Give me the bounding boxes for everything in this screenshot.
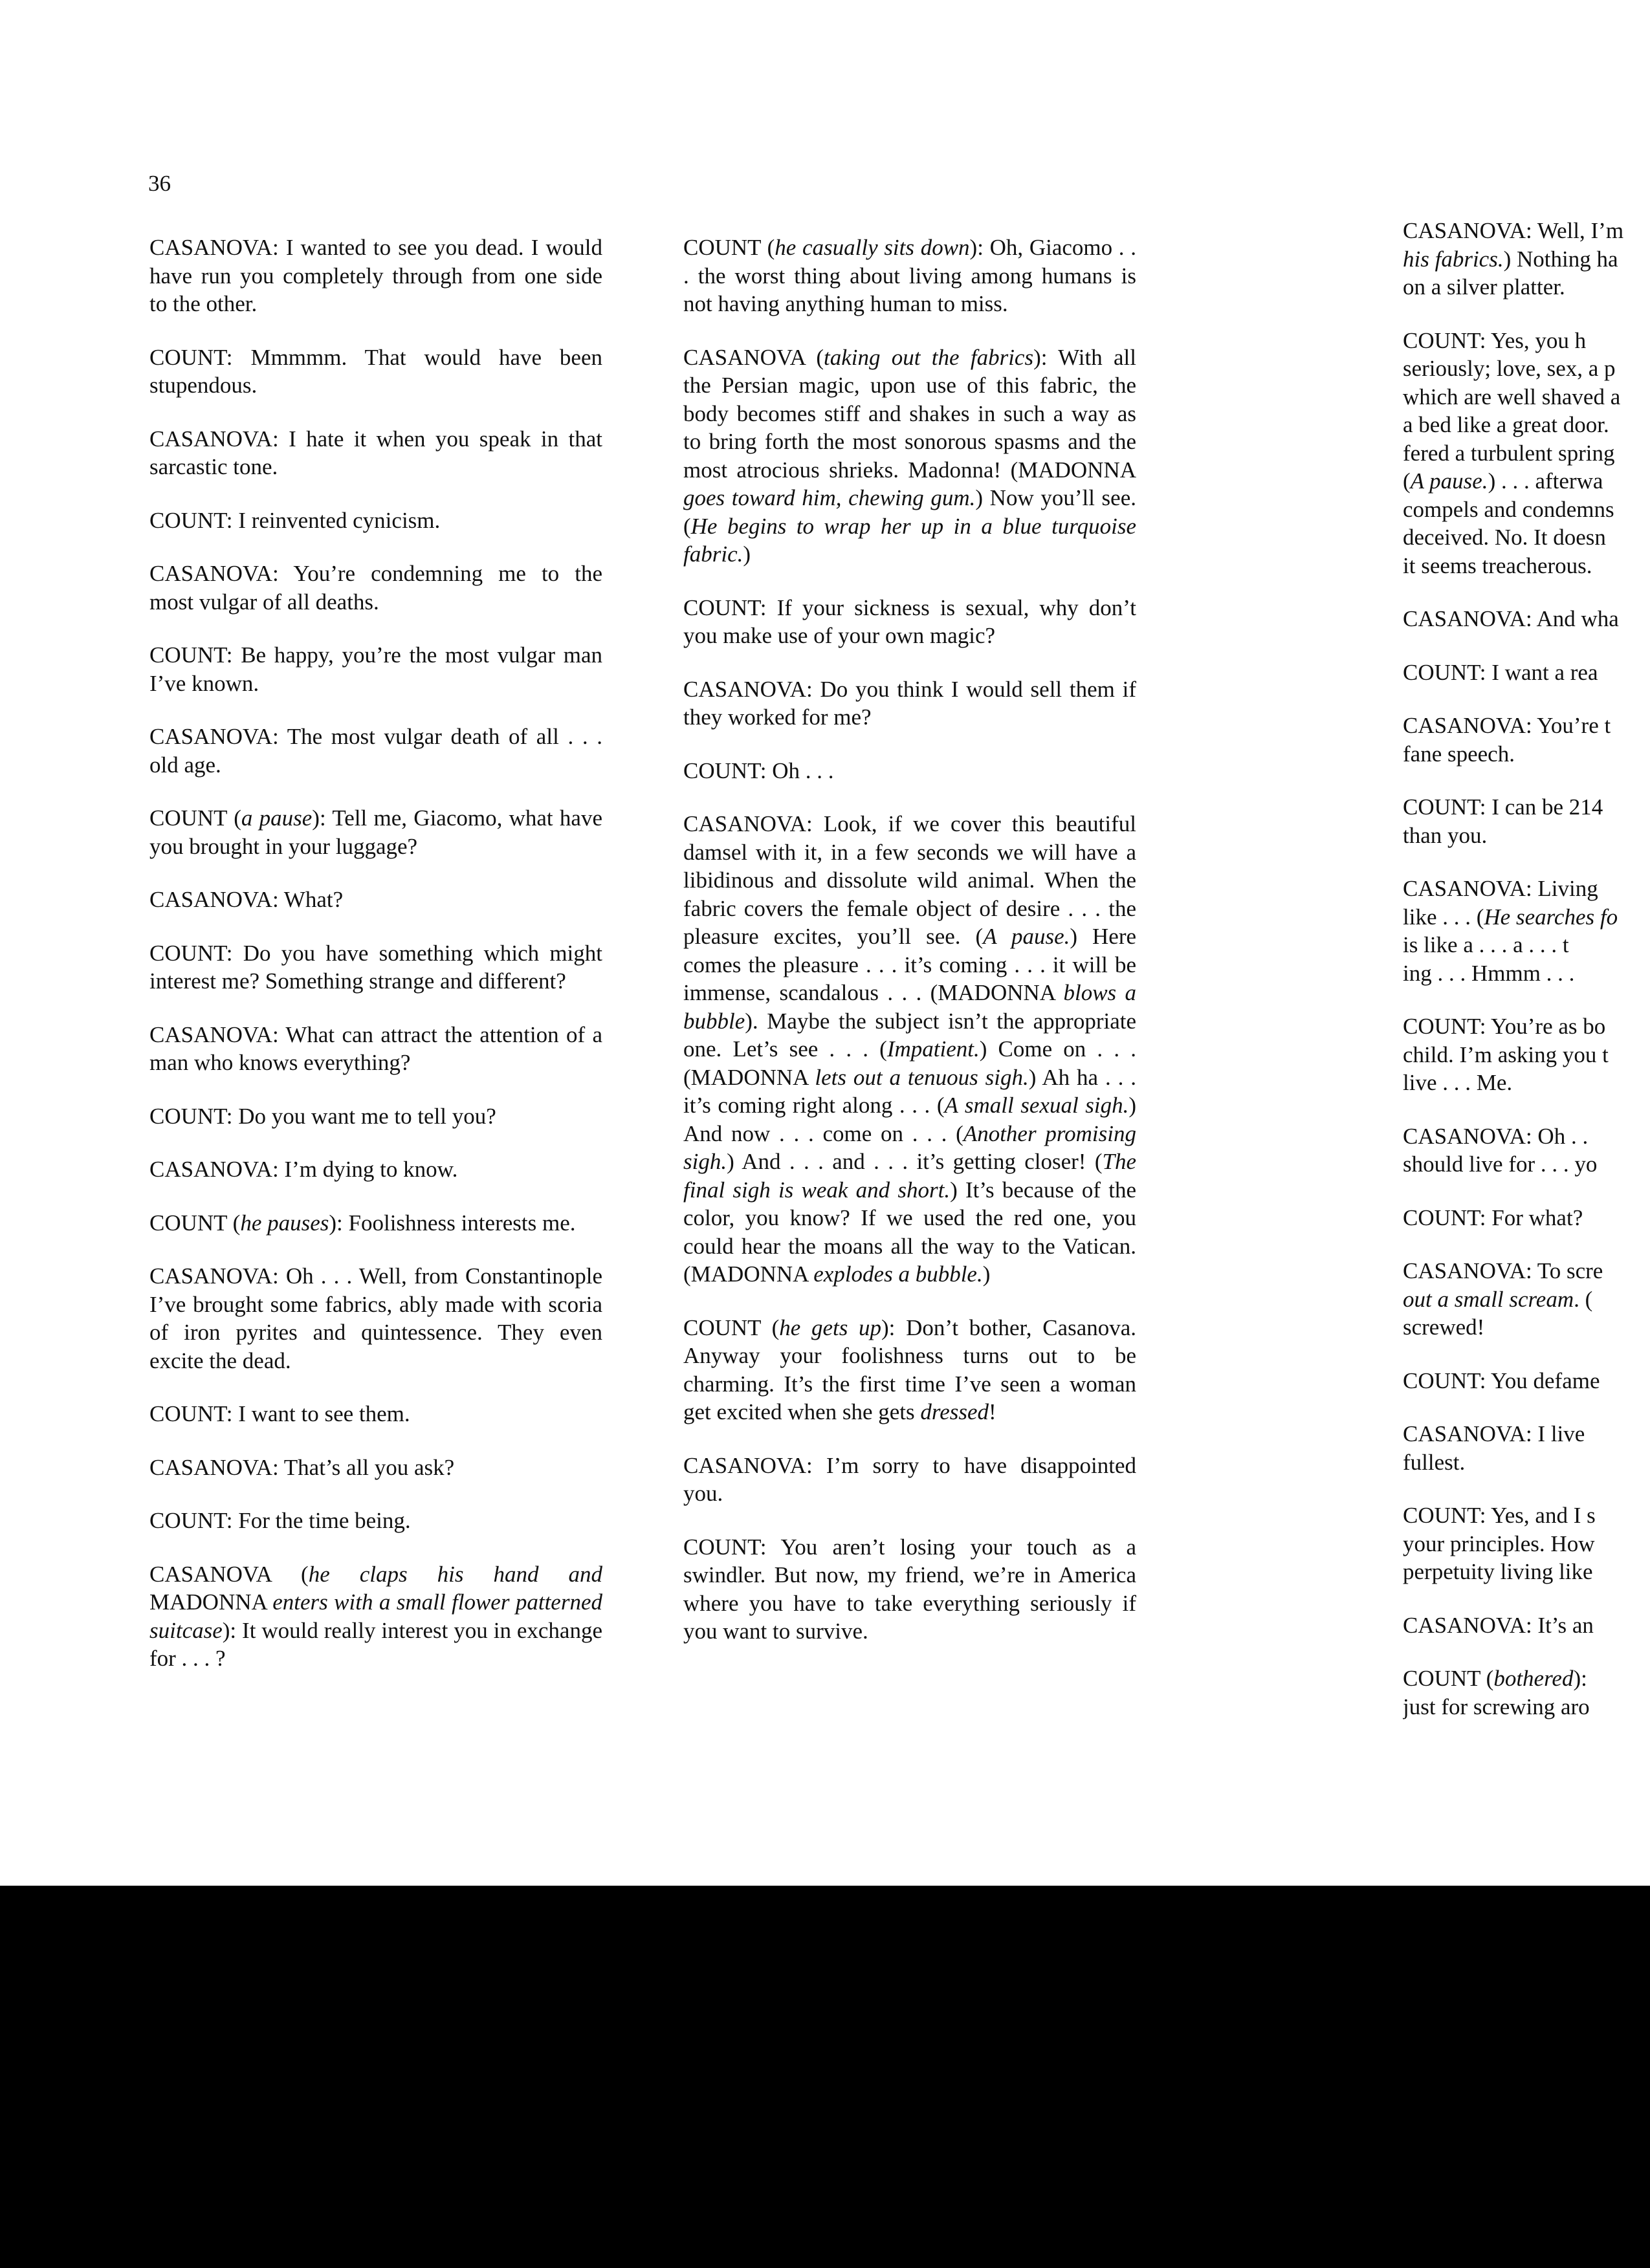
text-line — [1403, 1611, 1650, 1640]
text-line — [1403, 327, 1650, 355]
text-line — [1403, 1367, 1650, 1395]
stage-direction-text: his fabrics. — [1403, 246, 1504, 272]
dialogue-text: ! — [989, 1399, 996, 1424]
dialogue-text: CASANOVA ( — [149, 1561, 309, 1587]
dialogue-text: ) And . . . and . . . it’s getting closer! ( — [727, 1149, 1103, 1174]
dialogue-text: ) . . . afterwa — [1488, 468, 1603, 494]
text-line — [1403, 273, 1650, 301]
dialogue-paragraph — [683, 1452, 1136, 1508]
stage-direction-text: He begins to wrap her up in a blue turquoise fabric. — [683, 513, 1136, 567]
text-line — [1403, 1313, 1650, 1342]
dialogue-paragraph — [149, 425, 602, 481]
stage-direction-text: he pauses — [240, 1210, 329, 1236]
stage-direction-text: dressed — [920, 1399, 989, 1424]
dialogue-text: ). Maybe the subject isn’t the appropriate one. Let’s see . . . ( — [683, 1008, 1136, 1062]
dialogue-paragraph — [1403, 659, 1650, 687]
stage-direction-text: goes toward him, chewing gum. — [683, 485, 976, 510]
dialogue-paragraph — [1403, 1012, 1650, 1097]
text-line — [1403, 1204, 1650, 1232]
dialogue-text: fered a turbulent spring — [1403, 440, 1615, 466]
dialogue-text: CASANOVA: What can attract the attention of a man who knows everything? — [149, 1021, 602, 1075]
dialogue-text: a bed like a great door. — [1403, 412, 1609, 437]
stage-direction-text: A pause. — [1410, 468, 1488, 494]
text-line — [1403, 552, 1650, 580]
dialogue-paragraph — [683, 1314, 1136, 1426]
dialogue-paragraph — [149, 1507, 602, 1535]
dialogue-paragraph — [1403, 217, 1650, 301]
text-line — [1403, 1041, 1650, 1069]
dialogue-paragraph — [1403, 712, 1650, 768]
dialogue-paragraph — [1403, 1664, 1650, 1721]
text-line — [1403, 1150, 1650, 1179]
text-line — [1403, 875, 1650, 903]
dialogue-text: ): Oh, Giacomo . . . the worst thing about living among humans is not having anything human to miss. — [683, 235, 1136, 316]
dialogue-paragraph — [1403, 1204, 1650, 1232]
text-column-middle — [683, 234, 1136, 1671]
dialogue-text: ): — [1573, 1666, 1587, 1691]
dialogue-paragraph — [1403, 1420, 1650, 1476]
dialogue-text: ing . . . Hmmm . . . — [1403, 960, 1575, 986]
text-line — [1403, 439, 1650, 468]
stage-direction-text: blows a bubble — [683, 980, 1136, 1034]
stage-direction-text: he claps his hand and — [308, 1561, 602, 1587]
dialogue-paragraph — [149, 1021, 602, 1077]
dialogue-text: on a silver platter. — [1403, 274, 1565, 300]
dialogue-text: COUNT: You aren’t losing your touch as a swindler. But now, my friend, we’re in America where you have to take everything seriously if you want to survive. — [683, 1534, 1136, 1644]
text-line — [1403, 245, 1650, 274]
dialogue-paragraph — [683, 810, 1136, 1289]
dialogue-paragraph — [149, 1102, 602, 1131]
text-line — [1403, 1069, 1650, 1097]
dialogue-text: COUNT: I reinvented cynicism. — [149, 507, 441, 533]
text-line — [1403, 659, 1650, 687]
dialogue-text: CASANOVA: I’m sorry to have disappointed you. — [683, 1452, 1136, 1506]
dialogue-paragraph — [1403, 1122, 1650, 1179]
dialogue-text: screwed! — [1403, 1314, 1485, 1340]
text-line — [1403, 1501, 1650, 1530]
dialogue-text: COUNT: For the time being. — [149, 1508, 411, 1533]
text-line — [1403, 1558, 1650, 1586]
stage-direction-text: he casually sits down — [775, 235, 970, 260]
dialogue-paragraph — [149, 343, 602, 400]
dialogue-text: ) Come on . . . (MADONNA — [683, 1036, 1136, 1090]
stage-direction-text: taking out the fabrics — [823, 344, 1034, 370]
dialogue-text: CASANOVA: I live — [1403, 1421, 1585, 1446]
dialogue-paragraph — [683, 675, 1136, 732]
dialogue-paragraph — [149, 804, 602, 860]
dialogue-paragraph — [683, 757, 1136, 785]
dialogue-text: your principles. How — [1403, 1531, 1595, 1556]
dialogue-text: COUNT: You defame — [1403, 1368, 1600, 1393]
dialogue-paragraph — [149, 641, 602, 697]
text-line — [1403, 793, 1650, 822]
text-line — [1403, 1693, 1650, 1721]
dialogue-text: COUNT ( — [149, 805, 241, 831]
dialogue-text: COUNT ( — [683, 1314, 780, 1340]
stage-direction-text: a pause — [241, 805, 313, 831]
text-line — [1403, 1012, 1650, 1041]
stage-direction-text: Impatient. — [886, 1036, 980, 1062]
dialogue-text: CASANOVA: I wanted to see you dead. I would have run you completely through from one side to the other. — [149, 235, 602, 316]
text-line — [1403, 1257, 1650, 1285]
text-column-left — [149, 234, 602, 1698]
dialogue-text: COUNT: Mmmmm. That would have been stupendous. — [149, 344, 602, 398]
dialogue-text: CASANOVA: And wha — [1403, 606, 1619, 631]
text-line — [1403, 383, 1650, 411]
text-line — [1403, 1285, 1650, 1314]
text-line — [1403, 496, 1650, 524]
dialogue-paragraph — [683, 594, 1136, 650]
dialogue-text: ) Ah ha . . . it’s coming right along . . . ( — [683, 1064, 1136, 1118]
dialogue-text: MADONNA — [149, 1589, 273, 1615]
dialogue-text: COUNT: If your sickness is sexual, why don’t you make use of your own magic? — [683, 594, 1136, 648]
dialogue-text: ): Tell me, Giacomo, what have you brought in your luggage? — [149, 805, 603, 859]
text-line — [1403, 712, 1650, 740]
dialogue-paragraph — [149, 560, 602, 616]
stage-direction-text: bothered — [1493, 1666, 1574, 1691]
dialogue-paragraph — [683, 234, 1136, 318]
dialogue-text: ) Here comes the pleasure . . . it’s coming . . . it will be immense, scandalous . . . (MADONNA — [683, 924, 1137, 1005]
dialogue-text: like . . . ( — [1403, 904, 1484, 930]
dialogue-text: fullest. — [1403, 1449, 1466, 1475]
dialogue-text: CASANOVA: Well, I’m — [1403, 218, 1624, 243]
text-line — [1403, 903, 1650, 932]
dialogue-text: COUNT ( — [149, 1210, 241, 1236]
dialogue-text: COUNT: Yes, you h — [1403, 327, 1587, 353]
text-line — [1403, 1420, 1650, 1448]
dialogue-text: ) Nothing ha — [1503, 246, 1618, 272]
dialogue-text: perpetuity living like — [1403, 1559, 1593, 1584]
dialogue-text: CASANOVA: I’m dying to know. — [149, 1157, 458, 1182]
dialogue-text: ( — [1403, 468, 1411, 494]
text-line — [1403, 217, 1650, 245]
text-line — [1403, 740, 1650, 769]
stage-direction-text: A small sexual sigh. — [944, 1093, 1129, 1118]
dialogue-text: child. I’m asking you t — [1403, 1041, 1609, 1067]
dialogue-text: fane speech. — [1403, 741, 1515, 767]
dialogue-paragraph — [1403, 793, 1650, 849]
dialogue-text: is like a . . . a . . . t — [1403, 932, 1569, 957]
dialogue-text: CASANOVA: The most vulgar death of all . . . old age. — [149, 724, 602, 778]
dialogue-text: CASANOVA: Living — [1403, 876, 1598, 901]
dialogue-paragraph — [149, 1209, 602, 1238]
dialogue-paragraph — [149, 1454, 602, 1482]
stage-direction-text: he gets up — [779, 1314, 882, 1340]
dialogue-paragraph — [149, 723, 602, 779]
dialogue-text: COUNT: Be happy, you’re the most vulgar man I’ve known. — [149, 642, 602, 696]
dialogue-paragraph — [149, 1155, 602, 1184]
scan-black-border — [0, 1886, 1650, 2268]
dialogue-text: COUNT: Do you have something which might interest me? Something strange and different? — [149, 940, 602, 994]
text-line — [1403, 354, 1650, 383]
dialogue-text: CASANOVA: What? — [149, 887, 344, 912]
dialogue-text: CASANOVA: You’re t — [1403, 713, 1611, 738]
stage-direction-text: out a small scream — [1403, 1286, 1574, 1312]
dialogue-paragraph — [149, 234, 602, 318]
dialogue-paragraph — [149, 939, 602, 996]
dialogue-text: CASANOVA: That’s all you ask? — [149, 1454, 455, 1480]
dialogue-paragraph — [149, 1262, 602, 1375]
text-line — [1403, 523, 1650, 552]
dialogue-paragraph — [1403, 605, 1650, 633]
dialogue-text: COUNT: I want to see them. — [149, 1401, 410, 1426]
dialogue-text: ): Don’t bother, Casanova. Anyway your foolishness turns out to be charming. It’s the first time I’ve seen a woman get excited when she gets — [683, 1314, 1137, 1424]
dialogue-text: compels and condemns — [1403, 496, 1614, 522]
dialogue-text: COUNT: Do you want me to tell you? — [149, 1103, 496, 1129]
stage-direction-text: explodes a bubble. — [813, 1261, 983, 1287]
dialogue-paragraph — [683, 343, 1136, 569]
page-number: 36 — [148, 171, 171, 196]
dialogue-text: just for screwing aro — [1403, 1694, 1590, 1719]
dialogue-text: ) — [743, 541, 751, 567]
dialogue-text: CASANOVA: You’re condemning me to the most vulgar of all deaths. — [149, 561, 602, 615]
text-line — [1403, 605, 1650, 633]
dialogue-text: COUNT: You’re as bo — [1403, 1014, 1606, 1039]
dialogue-paragraph — [1403, 327, 1650, 580]
dialogue-text: which are well shaved a — [1403, 384, 1621, 409]
text-line — [1403, 411, 1650, 439]
dialogue-text: COUNT: I want a rea — [1403, 659, 1598, 685]
dialogue-paragraph — [1403, 875, 1650, 987]
dialogue-paragraph — [1403, 1257, 1650, 1342]
stage-direction-text: lets out a tenuous sigh. — [815, 1064, 1029, 1090]
dialogue-paragraph — [683, 1533, 1136, 1646]
dialogue-text: CASANOVA: Do you think I would sell them if they worked for me? — [683, 676, 1136, 730]
dialogue-text: ) It’s because of the color, you know? If we used the red one, you could hear the moans all the way to the Vatican. (MADONNA — [683, 1177, 1136, 1287]
dialogue-text: COUNT ( — [683, 235, 775, 260]
dialogue-paragraph — [1403, 1367, 1650, 1395]
dialogue-text: ) Now you’ll see. ( — [683, 485, 1136, 539]
text-line — [1403, 1530, 1650, 1558]
dialogue-text: than you. — [1403, 822, 1488, 848]
dialogue-paragraph — [149, 886, 602, 914]
dialogue-paragraph — [149, 1400, 602, 1428]
stage-direction-text: He searches fo — [1484, 904, 1618, 930]
dialogue-text: CASANOVA: Oh . . — [1403, 1123, 1589, 1149]
dialogue-text: CASANOVA: Look, if we cover this beautiful damsel with it, in a few seconds we will have a libidinous and dissolute wild animal. When the fabric covers the female object of desire . . . the pleasure excites, you’ll see. ( — [683, 811, 1136, 949]
stage-direction-text: Another promising sigh. — [683, 1120, 1136, 1174]
dialogue-paragraph — [149, 1560, 602, 1673]
dialogue-text: CASANOVA: To scre — [1403, 1258, 1603, 1283]
dialogue-text: COUNT: I can be 214 — [1403, 794, 1603, 820]
text-line — [1403, 931, 1650, 959]
dialogue-text: it seems treacherous. — [1403, 552, 1592, 578]
dialogue-text: ): With all the Persian magic, upon use of this fabric, the body becomes stiff and shakes in such a way as to bring forth the most sonorous spasms and the most atrocious shrieks. Madonna! (MADONNA — [683, 344, 1136, 483]
dialogue-text: ): It would really interest you in exchange for . . . ? — [149, 1617, 602, 1671]
dialogue-text: seriously; love, sex, a p — [1403, 356, 1616, 381]
dialogue-paragraph — [149, 507, 602, 535]
dialogue-text: COUNT: For what? — [1403, 1205, 1583, 1230]
dialogue-text: ) And now . . . come on . . . ( — [683, 1093, 1136, 1146]
stage-direction-text: The final sigh is weak and short. — [683, 1149, 1136, 1203]
dialogue-paragraph — [1403, 1611, 1650, 1640]
text-line — [1403, 959, 1650, 988]
dialogue-text: live . . . Me. — [1403, 1070, 1513, 1095]
stage-direction-text: enters with a small flower patterned suitcase — [149, 1589, 602, 1643]
text-column-right-cropped — [1403, 217, 1650, 1746]
dialogue-text: COUNT: Oh . . . — [683, 758, 834, 783]
dialogue-text: should live for . . . yo — [1403, 1151, 1598, 1177]
dialogue-text: COUNT ( — [1403, 1666, 1494, 1691]
dialogue-text: deceived. No. It doesn — [1403, 525, 1606, 550]
dialogue-text: ) — [982, 1261, 991, 1287]
dialogue-text: ): Foolishness interests me. — [329, 1210, 576, 1236]
text-line — [1403, 1448, 1650, 1477]
text-line — [1403, 822, 1650, 850]
dialogue-text: CASANOVA: Oh . . . Well, from Constantinople I’ve brought some fabrics, ably made with scoria of iron pyrites and quintessence. They even excite the dead. — [149, 1263, 602, 1373]
text-line — [1403, 1664, 1650, 1693]
dialogue-text: CASANOVA: It’s an — [1403, 1612, 1594, 1638]
text-line — [1403, 1122, 1650, 1151]
dialogue-text: CASANOVA: I hate it when you speak in that sarcastic tone. — [149, 426, 602, 479]
stage-direction-text: A pause. — [983, 924, 1070, 949]
text-line — [1403, 467, 1650, 496]
dialogue-text: CASANOVA ( — [683, 344, 824, 370]
dialogue-paragraph — [1403, 1501, 1650, 1586]
dialogue-text: COUNT: Yes, and I s — [1403, 1503, 1596, 1528]
dialogue-text: . ( — [1574, 1286, 1593, 1312]
